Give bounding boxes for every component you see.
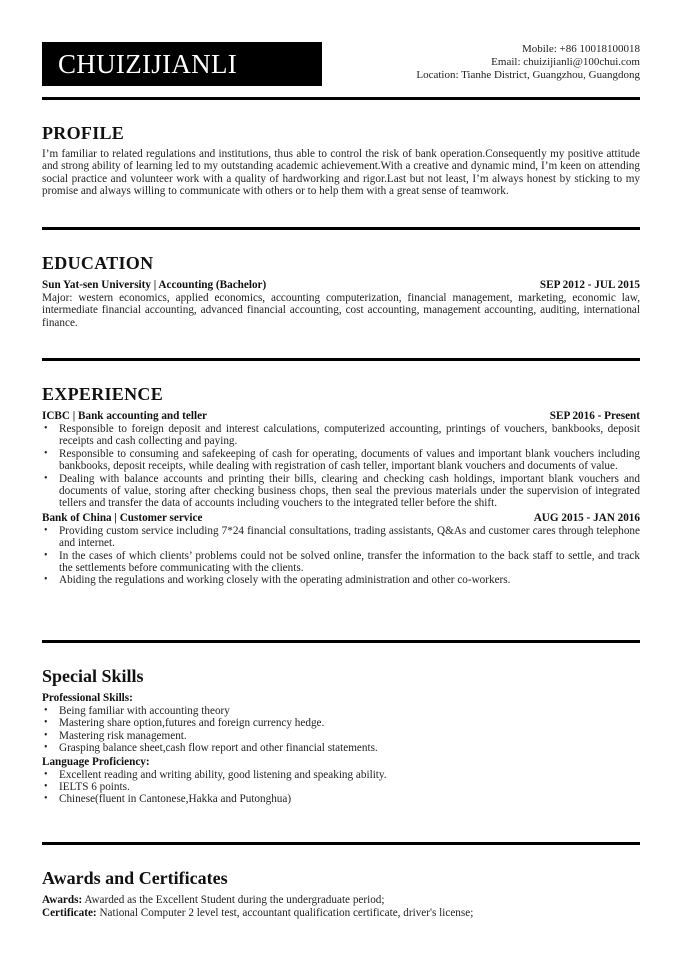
bullet-icon: •	[44, 447, 48, 459]
job-dates: SEP 2016 - Present	[549, 410, 640, 422]
section-title-skills: Special Skills	[42, 666, 144, 686]
skills-divider	[42, 842, 640, 845]
certificate-text: National Computer 2 level test, accountant qualification certificate, driver's license;	[99, 907, 474, 919]
contact-email: Email: chuizijianli@100chui.com	[491, 56, 640, 68]
bullet-icon: •	[44, 574, 48, 586]
bullet-icon: •	[44, 472, 48, 484]
list-item	[42, 525, 640, 550]
section-title-experience: EXPERIENCE	[42, 384, 164, 404]
contact-mobile: Mobile: +86 10018100018	[521, 43, 640, 55]
bullet-icon: •	[44, 768, 48, 780]
bullet-text: Being familiar with accounting theory	[59, 705, 230, 717]
education-school: Sun Yat-sen University | Accounting (Bachelor)	[42, 279, 267, 291]
bullet-text: Mastering share option,futures and foreign currency hedge.	[59, 717, 325, 730]
awards-section	[42, 868, 640, 920]
bullet-text: In the cases of which clients’ problems could not be solved online, transfer the information to the back staff to settle, and track the settlements before communicating with the clients.	[59, 549, 640, 575]
bullet-text: Responsible to consuming and safekeeping of cash for operating, documents of values and important blank vouchers including bankbooks, deposit receipts, while dealing with registration of cash teller, important blank vouchers and documents of value.	[59, 447, 640, 473]
education-entry-header	[42, 279, 640, 292]
bullet-text: Excellent reading and writing ability, good listening and speaking ability.	[59, 768, 387, 781]
list-item	[42, 423, 640, 448]
bullet-icon: •	[44, 729, 48, 741]
section-title-awards: Awards and Certificates	[42, 868, 228, 888]
job-header	[42, 410, 640, 423]
bullet-icon: •	[44, 705, 48, 716]
bullet-text: Responsible to foreign deposit and interest calculations, computerized accounting, printings of vouchers, bankbooks, deposit receipts and cash collecting and paying.	[59, 423, 640, 448]
bullet-text: IELTS 6 points.	[59, 781, 130, 794]
bullet-icon: •	[44, 524, 48, 536]
contact-location: Location: Tianhe District, Guangzhou, Guangdong	[416, 69, 640, 81]
list-item	[42, 705, 640, 717]
profile-text: I’m familiar to related regulations and institutions, thus able to control the risk of bank operation.Consequently my positive attitude and strong ability of learning led to my outstanding academic achievement.With a creative and dynamic mind, I’m keen on attending social practice and volunteer work with a quality of hardworking and rigor.Last but not least, I’m always honest by sticking to my promise and always willing to communicate with others or to help them with a great sense of teamwork.	[42, 148, 640, 198]
list-item	[42, 730, 640, 742]
experience-divider	[42, 640, 640, 643]
profile-divider	[42, 227, 640, 230]
bullet-icon: •	[44, 423, 48, 434]
awards-label: Awards:	[42, 894, 83, 906]
list-item	[42, 781, 640, 793]
job-header	[42, 512, 640, 525]
bullet-icon: •	[44, 742, 48, 754]
contact-info	[416, 43, 640, 82]
bullet-text: Grasping balance sheet,cash flow report and other financial statements.	[59, 742, 378, 755]
section-title-profile: PROFILE	[42, 123, 125, 143]
candidate-name: CHUIZIJIANLI	[58, 49, 238, 79]
awards-text: Awarded as the Excellent Student during the undergraduate period;	[84, 894, 385, 906]
skills-section	[42, 666, 640, 806]
name-banner	[42, 42, 322, 86]
education-section	[42, 253, 640, 329]
bullet-icon: •	[44, 781, 48, 793]
bullet-text: Dealing with balance accounts and printing their bills, clearing and checking cash holdings, important blank vouchers and documents of value, storing after checking business chops, then seal the previous materials under the supervision of integrated tellers and transfer the data of accounts including vouchers to the integrated teller before the shift.	[59, 472, 640, 510]
bullet-icon: •	[44, 549, 48, 561]
header-divider	[42, 97, 640, 100]
job-bullets	[42, 525, 640, 587]
experience-section	[42, 384, 640, 587]
job-bullets	[42, 423, 640, 510]
list-item	[42, 742, 640, 754]
bullet-text: Chinese(fluent in Cantonese,Hakka and Putonghua)	[59, 793, 292, 806]
language-proficiency-label: Language Proficiency:	[42, 755, 150, 768]
job-org: ICBC | Bank accounting and teller	[42, 410, 208, 422]
education-major: Major: western economics, applied economics, accounting computerization, financial management, marketing, economic law, intermediate financial accounting, advanced financial accounting, cost accounting, management accounting, auditing, international finance.	[42, 292, 640, 329]
certificate-label: Certificate:	[42, 907, 97, 919]
list-item	[42, 769, 640, 781]
professional-skills-list	[42, 705, 640, 755]
professional-skills-label: Professional Skills:	[42, 692, 133, 704]
profile-section	[42, 123, 640, 198]
awards-line	[42, 894, 640, 907]
language-list	[42, 769, 640, 806]
list-item	[42, 793, 640, 805]
list-item	[42, 574, 640, 586]
job-dates: AUG 2015 - JAN 2016	[533, 511, 640, 524]
education-dates: SEP 2012 - JUL 2015	[539, 279, 640, 291]
bullet-text: Abiding the regulations and working closely with the operating administration and other co-workers.	[59, 574, 511, 587]
section-title-education: EDUCATION	[42, 253, 154, 273]
list-item	[42, 550, 640, 575]
education-divider	[42, 358, 640, 361]
bullet-icon: •	[44, 793, 48, 805]
list-item	[42, 717, 640, 729]
certificate-line	[42, 907, 640, 920]
job-org: Bank of China | Customer service	[42, 511, 203, 524]
bullet-text: Mastering risk management.	[59, 729, 187, 742]
list-item	[42, 448, 640, 473]
list-item	[42, 473, 640, 510]
bullet-icon: •	[44, 717, 48, 729]
bullet-text: Providing custom service including 7*24 financial consultations, trading assistants, Q&As and customer cares through telephone and internet.	[59, 524, 640, 550]
